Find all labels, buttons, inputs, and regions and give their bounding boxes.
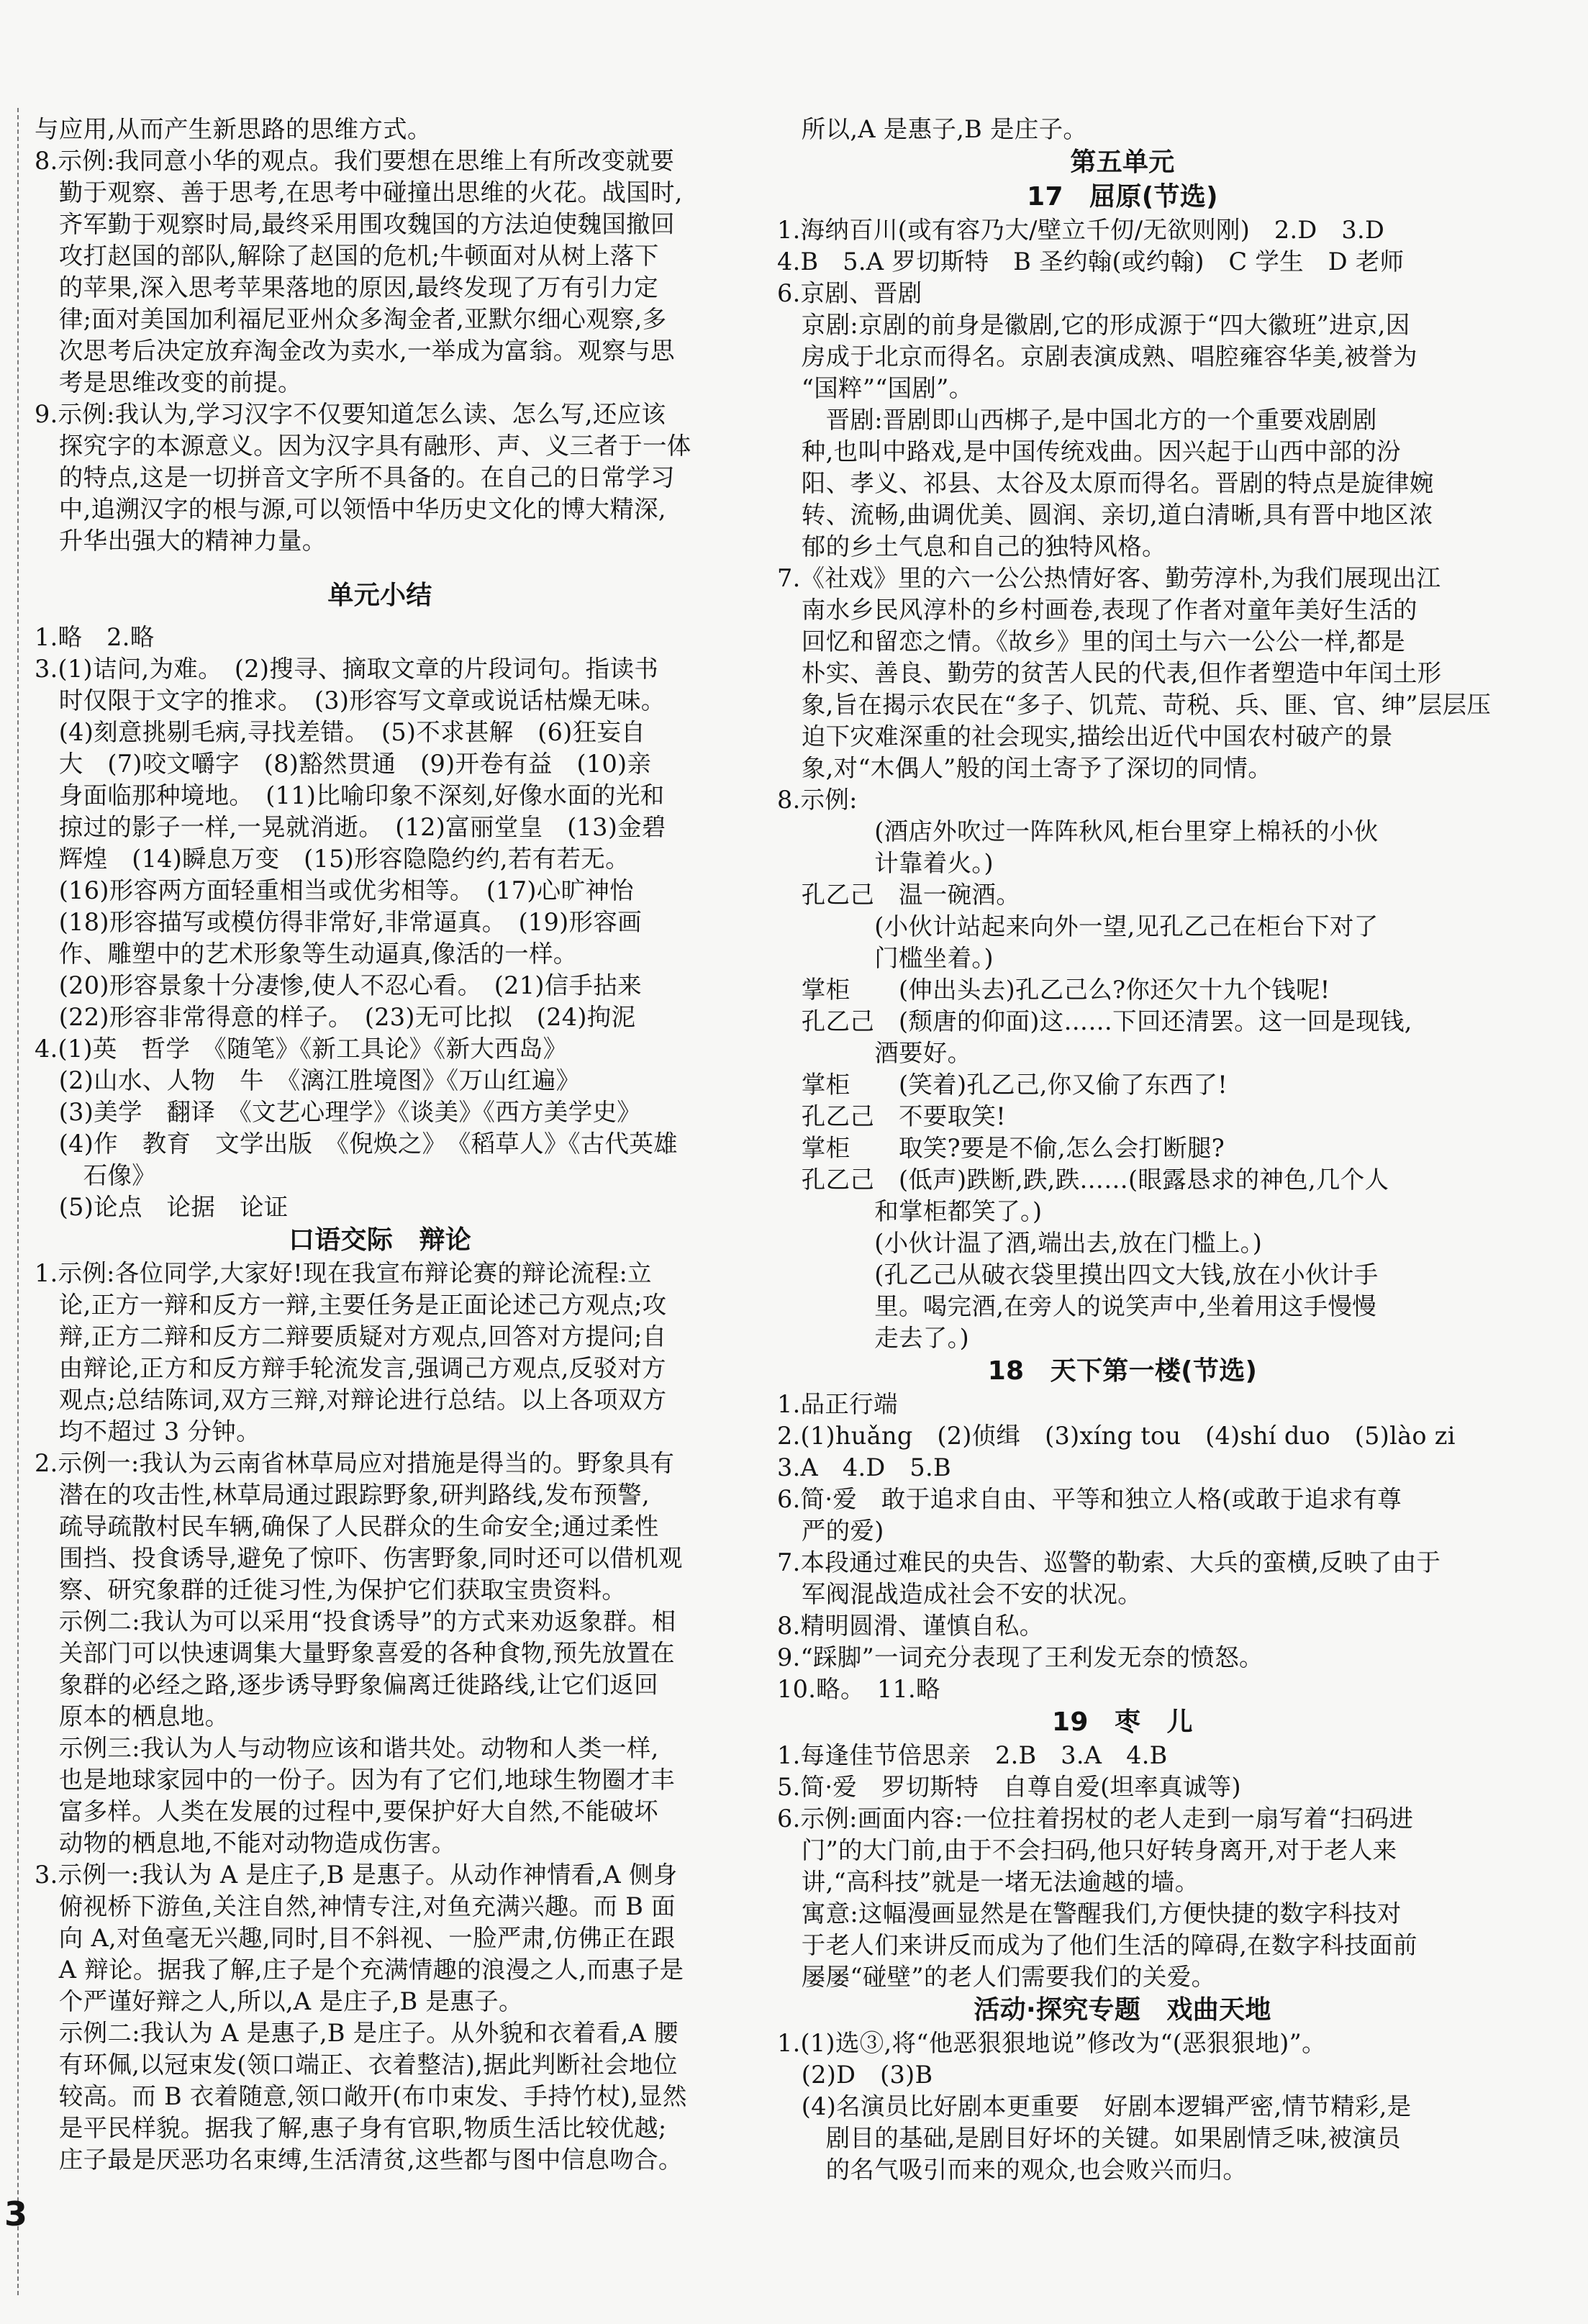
text-line: 围挡、投食诱导,避免了惊吓、伤害野象,同时还可以借机观 (35, 1544, 683, 1572)
text-line: 象群的必经之路,逐步诱导野象偏离迁徙路线,让它们返回 (35, 1671, 658, 1699)
activity-heading: 活动·探究专题 戏曲天地 (974, 1995, 1271, 2025)
text-line: 2.示例一:我认为云南省林草局应对措施是得当的。野象具有 (35, 1449, 675, 1477)
text-line: 较高。而 B 衣着随意,领口敞开(布巾束发、手持竹杖),显然 (35, 2082, 687, 2110)
lesson-17-heading: 17 屈原(节选) (1027, 182, 1218, 212)
text-line: 8.精明圆滑、谨慎自私。 (777, 1612, 1044, 1640)
text-line: (3)美学 翻译 《文艺心理学》《谈美》《西方美学史》 (35, 1098, 642, 1126)
text-line: 1.每逢佳节倍思亲 2.B 3.A 4.B (777, 1741, 1168, 1769)
text-line: 京剧:京剧的前身是徽剧,它的形成源于“四大徽班”进京,因 (777, 311, 1410, 339)
text-line: 1.品正行端 (777, 1390, 898, 1418)
text-line: 门槛坐着。) (777, 944, 994, 972)
right-block-3 (777, 1389, 1468, 1705)
text-line: 3.A 4.D 5.B (777, 1453, 951, 1481)
text-line: 6.示例:画面内容:一位拄着拐杖的老人走到一扇写着“扫码进 (777, 1805, 1414, 1833)
text-line: 2.(1)huǎng (2)侦缉 (3)xíng tou (4)shí duo (5)lào zi (777, 1422, 1456, 1450)
text-line: 8.示例:我同意小华的观点。我们要想在思维上有所改变就要 (35, 147, 675, 175)
text-line: 身面临那种境地。 (11)比喻印象不深刻,好像水面的光和 (35, 781, 665, 809)
right-block-2 (777, 214, 1492, 1354)
text-line: 掌柜 (笑着)孔乙己,你又偷了东西了! (777, 1071, 1228, 1099)
text-line: 示例二:我认为 A 是惠子,B 是庄子。从外貌和衣着看,A 腰 (35, 2019, 679, 2047)
lesson-19-heading: 19 枣 儿 (1052, 1707, 1193, 1737)
text-line: 是平民样貌。据我了解,惠子身有官职,物质生活比较优越; (35, 2114, 667, 2142)
text-line: (22)形容非常得意的样子。 (23)无可比拟 (24)拘泥 (35, 1003, 636, 1031)
text-line: 9.“踩脚”一词充分表现了王利发无奈的愤怒。 (777, 1643, 1263, 1671)
text-line: 观点;总结陈词,双方三辩,对辩论进行总结。以上各项双方 (35, 1386, 667, 1414)
text-line: 有环佩,以冠束发(领口端正、衣着整洁),据此判断社会地位 (35, 2051, 678, 2079)
text-line: (小伙计站起来向外一望,见孔乙己在柜台下对了 (777, 912, 1379, 940)
text-line: 于老人们来讲反而成为了他们生活的障碍,在数字科技面前 (777, 1931, 1417, 1959)
text-line: 勤于观察、善于思考,在思考中碰撞出思维的火花。战国时, (35, 178, 683, 206)
text-line: 辩,正方二辩和反方二辩要质疑对方观点,回答对方提问;自 (35, 1322, 667, 1351)
left-block-1 (35, 114, 725, 557)
page-number: 3 (4, 2194, 28, 2233)
text-line: 6.京剧、晋剧 (777, 279, 922, 307)
text-line: 10.略。 11.略 (777, 1675, 940, 1703)
text-line: 1.略 2.略 (35, 623, 155, 651)
text-line: 回忆和留恋之情。《故乡》里的闰土与六一公公一样,都是 (777, 627, 1405, 655)
text-line: 象,对“木偶人”般的闰土寄予了深切的同情。 (777, 754, 1272, 782)
text-line: 次思考后决定放弃淘金改为卖水,一举成为富翁。观察与思 (35, 337, 675, 365)
text-line: 3.(1)诘问,为难。 (2)搜寻、摘取文章的片段词句。指读书 (35, 655, 659, 683)
text-line: 俯视桥下游鱼,关注自然,神情专注,对鱼充满兴趣。而 B 面 (35, 1892, 676, 1920)
text-line: 门”的大门前,由于不会扫码,他只好转身离开,对于老人来 (777, 1836, 1397, 1864)
text-line: (孔乙己从破衣袋里摸出四文大钱,放在小伙计手 (777, 1261, 1379, 1289)
text-line: (2)山水、人物 牛 《漓江胜境图》《万山红遍》 (35, 1066, 581, 1094)
text-line: 向 A,对鱼毫无兴趣,同时,目不斜视、一脸严肃,仿佛正在跟 (35, 1924, 676, 1952)
text-line: (5)论点 论据 论证 (35, 1193, 289, 1221)
right-block-5 (777, 2028, 1468, 2186)
text-line: 也是地球家园中的一份子。因为有了它们,地球生物圈才丰 (35, 1766, 675, 1794)
text-line: 掠过的影子一样,一晃就消逝。 (12)富丽堂皇 (13)金碧 (35, 813, 666, 841)
text-line: 象,旨在揭示农民在“多子、饥荒、苛税、兵、匪、官、绅”层层压 (777, 691, 1492, 719)
text-line: 4.B 5.A 罗切斯特 B 圣约翰(或约翰) C 学生 D 老师 (777, 248, 1405, 276)
text-line: 中,追溯汉字的根与源,可以领悟中华历史文化的博大精深, (35, 495, 666, 523)
right-column (777, 114, 1492, 2186)
text-line: 孔乙己 不要取笑! (777, 1102, 1006, 1130)
text-line: 察、研究象群的迁徙习性,为保护它们获取宝贵资料。 (35, 1576, 627, 1604)
text-line: 孔乙己 (低声)跌断,跌,跌……(眼露恳求的神色,几个人 (777, 1166, 1389, 1194)
text-line: 1.海纳百川(或有容乃大/壁立千仞/无欲则刚) 2.D 3.D (777, 216, 1385, 244)
text-line: 剧目的基础,是剧目好坏的关键。如果剧情乏味,被演员 (777, 2124, 1401, 2152)
text-line: 时仅限于文字的推求。 (3)形容写文章或说话枯燥无味。 (35, 686, 666, 714)
text-line: 转、流畅,曲调优美、圆润、亲切,道白清晰,具有晋中地区浓 (777, 501, 1433, 529)
right-block-1 (777, 114, 1468, 145)
text-line: 3.示例一:我认为 A 是庄子,B 是惠子。从动作神情看,A 侧身 (35, 1861, 678, 1889)
text-line: 论,正方一辩和反方一辩,主要任务是正面论述己方观点;攻 (35, 1291, 667, 1319)
text-line: 里。喝完酒,在旁人的说笑声中,坐着用这手慢慢 (777, 1292, 1377, 1320)
text-line: 走去了。) (777, 1324, 970, 1352)
text-line: 军阀混战造成社会不安的状况。 (777, 1580, 1142, 1608)
text-line: 示例三:我认为人与动物应该和谐共处。动物和人类一样, (35, 1734, 659, 1762)
text-line: 南水乡民风淳朴的乡村画卷,表现了作者对童年美好生活的 (777, 596, 1417, 624)
text-line: 7.本段通过难民的央告、巡警的勒索、大兵的蛮横,反映了由于 (777, 1548, 1441, 1576)
text-line: 的名气吸引而来的观众,也会败兴而归。 (777, 2156, 1248, 2184)
text-line: 律;面对美国加利福尼亚州众多淘金者,亚默尔细心观察,多 (35, 305, 667, 333)
text-line: 朴实、善良、勤劳的贫苦人民的代表,但作者塑造中年闰土形 (777, 659, 1442, 687)
binding-margin-dashed-line (17, 108, 19, 2295)
text-line: 所以,A 是惠子,B 是庄子。 (777, 115, 1088, 143)
text-line: 原本的栖息地。 (35, 1702, 230, 1730)
text-line: 计靠着火。) (777, 849, 994, 877)
lesson-18-heading: 18 天下第一楼(节选) (987, 1356, 1258, 1386)
text-line: 的苹果,深入思考苹果落地的原因,最终发现了万有引力定 (35, 273, 658, 301)
text-line: 房成于北京而得名。京剧表演成熟、唱腔雍容华美,被誉为 (777, 342, 1417, 371)
text-line: 8.示例: (777, 786, 858, 814)
text-line: (4)作 教育 文学出版 《倪焕之》 《稻草人》《古代英雄 (35, 1130, 678, 1158)
text-line: 动物的栖息地,不能对动物造成伤害。 (35, 1829, 456, 1857)
text-line: (2)D (3)B (777, 2061, 933, 2089)
text-line: 与应用,从而产生新思路的思维方式。 (35, 115, 432, 143)
text-line: 作、雕塑中的艺术形象等生动逼真,像活的一样。 (35, 940, 578, 968)
text-line: (18)形容描写或模仿得非常好,非常逼真。 (19)形容画 (35, 908, 642, 936)
text-line: 辉煌 (14)瞬息万变 (15)形容隐隐约约,若有若无。 (35, 845, 630, 873)
text-line: 屡屡“碰壁”的老人们需要我们的关爱。 (777, 1963, 1216, 1991)
text-line: (4)名演员比好剧本更重要 好剧本逻辑严密,情节精彩,是 (777, 2092, 1412, 2120)
text-line: 阳、孝义、祁县、太谷及太原而得名。晋剧的特点是旋律婉 (777, 469, 1434, 497)
text-line: 考是思维改变的前提。 (35, 368, 302, 396)
text-line: 的特点,这是一切拼音文字所不具备的。在自己的日常学习 (35, 463, 675, 491)
text-line: (4)刻意挑剔毛病,寻找差错。 (5)不求甚解 (6)狂妄自 (35, 718, 646, 746)
text-line: 晋剧:晋剧即山西梆子,是中国北方的一个重要戏剧剧 (777, 406, 1377, 434)
text-line: 种,也叫中路戏,是中国传统戏曲。因兴起于山西中部的汾 (777, 437, 1401, 466)
text-line: (20)形容景象十分凄惨,使人不忍心看。 (21)信手拈来 (35, 971, 642, 999)
text-line: 升华出强大的精神力量。 (35, 527, 327, 555)
text-line: 攻打赵国的部队,解除了赵国的危机;牛顿面对从树上落下 (35, 242, 659, 270)
text-line: 1.示例:各位同学,大家好!现在我宣布辩论赛的辩论流程:立 (35, 1259, 652, 1287)
right-block-4 (777, 1740, 1468, 1993)
text-line: 郁的乡土气息和自己的独特风格。 (777, 532, 1166, 560)
text-line: 6.简·爱 敢于追求自由、平等和独立人格(或敢于追求有尊 (777, 1485, 1402, 1513)
text-line: 富多样。人类在发展的过程中,要保护好大自然,不能破坏 (35, 1797, 658, 1825)
text-line: 石像》 (35, 1161, 156, 1189)
text-line: 孔乙己 (颓唐的仰面)这……下回还清罢。这一回是现钱, (777, 1007, 1412, 1035)
left-column (35, 114, 725, 2176)
text-line: 关部门可以快速调集大量野象喜爱的各种食物,预先放置在 (35, 1639, 675, 1667)
text-line: 酒要好。 (777, 1039, 972, 1067)
text-line: 庄子最是厌恶功名束缚,生活清贫,这些都与图中信息吻合。 (35, 2146, 683, 2174)
text-line: 齐军勤于观察时局,最终采用围攻魏国的方法迫使魏国撤回 (35, 210, 675, 238)
text-line: 潜在的攻击性,林草局通过跟踪野象,研判路线,发布预警, (35, 1481, 650, 1509)
unit-summary-heading: 单元小结 (327, 581, 432, 610)
oral-communication-heading: 口语交际 辩论 (288, 1225, 472, 1255)
text-line: 9.示例:我认为,学习汉字不仅要知道怎么读、怎么写,还应该 (35, 400, 666, 428)
text-line: 掌柜 (伸出头去)孔乙己么?你还欠十九个钱呢! (777, 976, 1330, 1004)
text-line: 1.(1)选③,将“他恶狠狠地说”修改为“(恶狠狠地)”。 (777, 2029, 1326, 2057)
text-line: 5.简·爱 罗切斯特 自尊自爱(坦率真诚等) (777, 1773, 1241, 1801)
text-line: 探究字的本源意义。因为汉字具有融形、声、义三者于一体 (35, 432, 691, 460)
text-line: 和掌柜都笑了。) (777, 1197, 1043, 1225)
text-line: (酒店外吹过一阵阵秋风,柜台里穿上棉袄的小伙 (777, 817, 1379, 845)
text-line: 示例二:我认为可以采用“投食诱导”的方式来劝返象群。相 (35, 1607, 676, 1635)
text-line: 由辩论,正方和反方辩手轮流发言,强调己方观点,反驳对方 (35, 1354, 666, 1382)
text-line: 7.《社戏》里的六一公公热情好客、勤劳淳朴,为我们展现出江 (777, 564, 1441, 592)
text-line: (16)形容两方面轻重相当或优劣相等。 (17)心旷神怡 (35, 876, 634, 904)
text-line: 大 (7)咬文嚼字 (8)豁然贯通 (9)开卷有益 (10)亲 (35, 750, 652, 778)
left-block-2 (35, 622, 725, 1223)
text-line: 寓意:这幅漫画显然是在警醒我们,方便快捷的数字科技对 (777, 1899, 1402, 1928)
text-line: 个严谨好辩之人,所以,A 是庄子,B 是惠子。 (35, 1987, 523, 2015)
left-block-3 (35, 1258, 725, 2176)
unit-5-heading: 第五单元 (1070, 147, 1175, 177)
text-line: 严的爱) (777, 1517, 884, 1545)
text-line: 掌柜 取笑?要是不偷,怎么会打断腿? (777, 1134, 1225, 1162)
text-line: A 辩论。据我了解,庄子是个充满情趣的浪漫之人,而惠子是 (35, 1956, 684, 1984)
text-line: 疏导疏散村民车辆,确保了人民群众的生命安全;通过柔性 (35, 1512, 659, 1540)
text-line: 孔乙己 温一碗酒。 (777, 881, 1020, 909)
text-line: 均不超过 3 分钟。 (35, 1417, 260, 1445)
text-line: (小伙计温了酒,端出去,放在门槛上。) (777, 1229, 1263, 1257)
text-line: 4.(1)英 哲学 《随笔》《新工具论》《新大西岛》 (35, 1035, 568, 1063)
text-line: 迫下灾难深重的社会现实,描绘出近代中国农村破产的景 (777, 722, 1393, 750)
text-line: 讲,“高科技”就是一堵无法逾越的墙。 (777, 1868, 1199, 1896)
text-line: “国粹”“国剧”。 (777, 374, 974, 402)
